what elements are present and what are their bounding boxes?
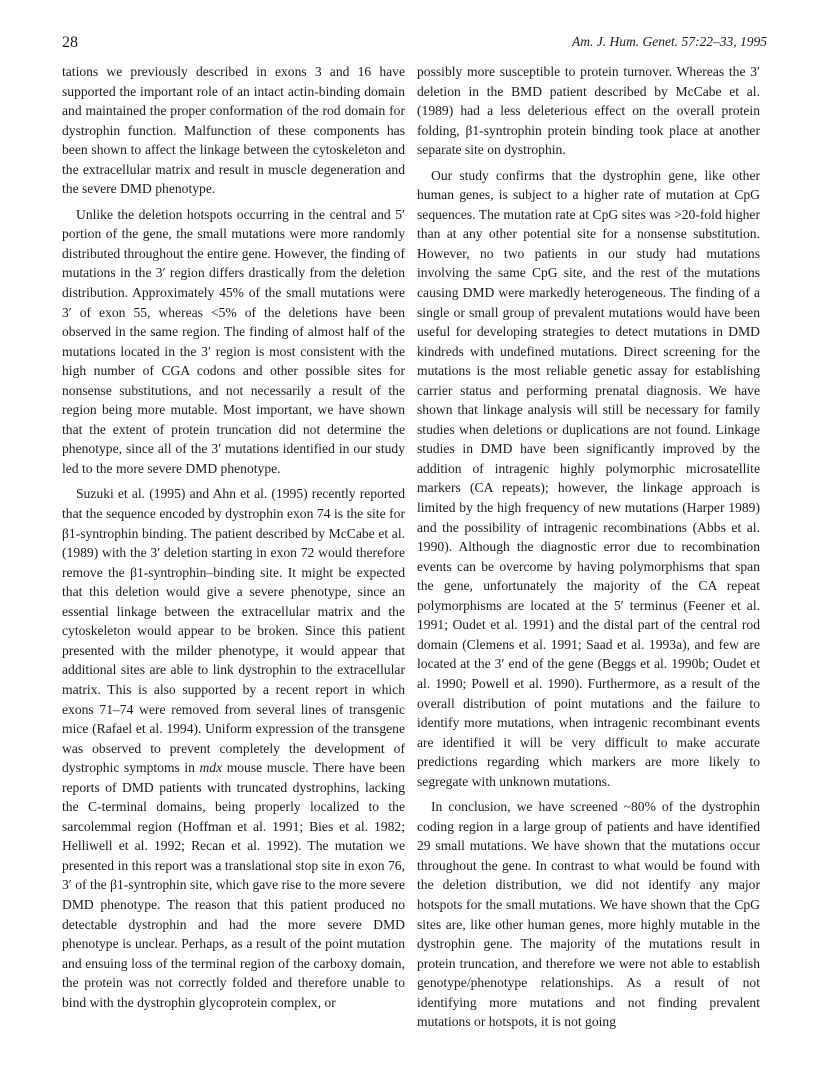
paragraph: Our study confirms that the dystrophin gene, like other human genes, is subject to a higher rate of mutation at CpG sequences. The mutation rate at CpG sites was >20-fold higher than at any other potential site for a nonsense substitution. However, no two patients in our study had mutations involving the same CpG site, and the rest of the mutations causing DMD were markedly heterogeneous. The finding of a single or small group of prevalent mutations would have been useful for developing strategies to detect mutations in DMD kindreds with undefined mutations. Direct screening for the mutations is the most reliable genetic assay for establishing carrier status and performing prenatal diagnosis. We have shown that linkage analysis will still be necessary for family studies when deletions or duplications are not found. Linkage studies in DMD have been significantly improved by the addition of intragenic highly polymorphic microsatellite markers (CA repeats); however, the linkage approach is limited by the high frequency of new mutations (Harper 1989) and the possibility of intragenic recombinations (Abbs et al. 1990). Although the diagnostic error due to recombination events can be overcome by having polymorphisms that span the gene, unfortunately the majority of the CA repeat polymorphisms are located at the 5′ terminus (Feener et al. 1991; Oudet et al. 1991) and the distal part of the central rod domain (Clemens et al. 1991; Saad et al. 1993a), and few are located at the 3′ end of the gene (Beggs et al. 1990b; Oudet et al. 1990; Powell et al. 1990). Furthermore, as a result of the overall distribution of point mutations and the failure to identify more mutations, when intragenic recombinant events are identified it will be very difficult to make accurate predictions regarding which markers are more likely to segregate with unknown mutations.: [417, 167, 760, 789]
paragraph-continued: tations we previously described in exons 3 and 16 have supported the important role of an intact actin-binding domain and maintained the proper conformation of the rod domain for dystrophin function. Malfunction of these components has been shown to affect the linkage between the cytoskeleton and the extracellular matrix and result in muscle degeneration and the severe DMD phenotype.: [62, 64, 405, 197]
paragraph-continued: possibly more susceptible to protein turnover. Whereas the 3′ deletion in the BMD patient described by McCabe et al. (1989) had a less deleterious effect on the overall protein folding, β1-syntrophin protein binding took place at another separate site on dystrophin.: [417, 64, 760, 158]
italic-term: mdx: [199, 760, 223, 776]
page-number: 28: [62, 34, 78, 51]
left-text-column: [62, 62, 405, 1012]
running-header-citation: Am. J. Hum. Genet. 57:22–33, 1995: [572, 34, 767, 49]
right-text-column: [417, 62, 760, 1032]
paragraph: Suzuki et al. (1995) and Ahn et al. (1995) recently reported that the sequence encoded by dystrophin exon 74 is the site for β1-syntrophin binding. The patient described by McCabe et al. (1989) with the 3′ deletion starting in exon 72 would therefore remove the β1-syntrophin–binding site. It might be expected that this deletion would give a severe phenotype, since an essential linkage between the extracellular matrix and the cytoskeleton would appear to be broken. Since this patient presented with the milder phenotype, it would appear that additional sites are able to link dystrophin to the extracellular matrix. This is also supported by a recent report in which exons 71–74 were removed from several lines of transgenic mice (Rafael et al. 1994). Uniform expression of the transgene was observed to prevent completely the development of dystrophic symptoms in mdx mouse muscle. There have been reports of DMD patients with truncated dystrophins, lacking the C-terminal domains, being properly localized to the sarcolemmal region (Hoffman et al. 1991; Bies et al. 1982; Helliwell et al. 1992; Recan et al. 1992). The mutation we presented in this report was a translational stop site in exon 76, 3′ of the β1-syntrophin site, which gave rise to the more severe DMD phenotype. The reason that this patient produced no detectable dystrophin and had the more severe DMD phenotype is unclear. Perhaps, as a result of the point mutation and ensuing loss of the terminal region of the carboxy domain, the protein was not correctly folded and therefore unable to bind with the dystrophin glycoprotein complex, or: [62, 486, 406, 1010]
paragraph: Unlike the deletion hotspots occurring in the central and 5′ portion of the gene, the small mutations were more randomly distributed throughout the entire gene. However, the finding of mutations in the 3′ region differs drastically from the deletion distribution. Approximately 45% of the small mutations were 3′ of exon 55, whereas <5% of the deletions have been observed in the same region. The finding of almost half of the mutations located in the 3′ region is most consistent with the high number of CGA codons and other possible sites for nonsense substitutions, and not necessarily a result of the region being more mutable. Most important, we have shown that the extent of protein truncation did not determine the phenotype, since all of the 3′ mutations identified in our study led to the more severe DMD phenotype.: [62, 206, 405, 476]
paragraph: In conclusion, we have screened ~80% of the dystrophin coding region in a large group of patients and have identified 29 small mutations. We have shown that the mutations occur throughout the gene. In contrast to what would be found with the deletion distribution, we did not identify any major hotspots for the small mutations. We have shown that the CpG sites are, like other human genes, more highly mutable in the dystrophin gene. The majority of the mutations result in protein truncation, and therefore we were not able to establish genotype/phenotype relationships. As a result of not identifying more mutations and not finding prevalent mutations or hotspots, it is not going: [417, 799, 760, 1030]
